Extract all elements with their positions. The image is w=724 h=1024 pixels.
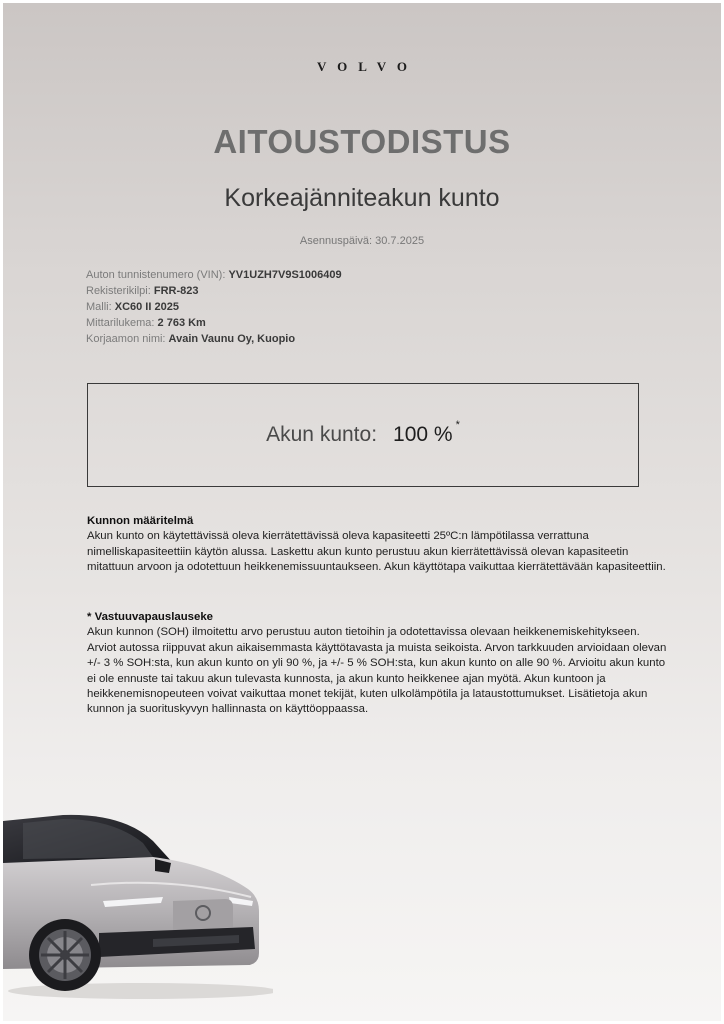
- vin-value: YV1UZH7V9S1006409: [228, 269, 342, 281]
- workshop-label: Korjaamon nimi:: [86, 333, 166, 345]
- definition-heading: Kunnon määritelmä: [87, 515, 194, 527]
- install-date: Asennuspäivä: 30.7.2025: [299, 235, 425, 247]
- vin-label: Auton tunnistenumero (VIN):: [86, 269, 226, 281]
- battery-health-percent: 100 %: [393, 423, 453, 446]
- car-image: [3, 793, 273, 1003]
- certificate-page: [3, 3, 721, 1021]
- vehicle-details: [86, 267, 342, 347]
- definition-body: Akun kunto on käytettävissä oleva kierrätettävissä oleva kapasiteetti 25ºC:n lämpötilassa verrattuna nimelliskapasiteettiin käytön alussa. Laskettu akun kunto perustuu akun kierrätettävissä olevan kapasiteetin mitattuun arvoon ja odotettuun heikkenemissuuntaukseen. Akun käyttötapa vaikuttaa kierrätettävään kapasiteettiin.: [87, 530, 666, 574]
- page-title: AITOUSTODISTUS: [213, 123, 511, 160]
- battery-health-box: [87, 383, 639, 487]
- model-label: Malli:: [86, 301, 112, 313]
- workshop-row: [86, 331, 342, 347]
- disclaimer-body: Akun kunnon (SOH) ilmoitettu arvo perustuu auton tietoihin ja odotettavissa olevaan heikkenemiskehitykseen. Arviot autossa riippuvat akun aikaisemmasta käyttötavasta ja muista seikoista. Arvon tarkkuuden arvioidaan olevan +/- 3 % SOH:sta, kun akun kunto on yli 90 %, ja +/- 5 % SOH:sta, kun akun kunto on alle 90 %. Arvioitu akun kunto ei ole ennuste tai takuu akun tulevasta kunnosta, ja akun kunto heikkenee ajan myötä. Akun kuntoon ja heikkenemisnopeuteen voivat vaikuttaa monet tekijät, kuten ulkolämpötila ja lataustottumukset. Lisätietoja akun kunnon ja suorituskyvyn hallinnasta on käyttöoppaassa.: [87, 626, 667, 716]
- model-row: [86, 299, 342, 315]
- definition-section: [87, 514, 667, 576]
- battery-health-label: Akun kunto:: [266, 423, 378, 446]
- disclaimer-heading: * Vastuuvapauslauseke: [87, 611, 213, 623]
- model-value: XC60 II 2025: [114, 301, 179, 313]
- odometer-label: Mittarilukema:: [86, 317, 155, 329]
- volvo-logo: VOLVO: [317, 59, 418, 74]
- odometer-row: [86, 315, 342, 331]
- plate-value: FRR-823: [153, 285, 199, 297]
- page-subtitle: Korkeajänniteakun kunto: [224, 184, 500, 212]
- vin-row: [86, 267, 342, 283]
- workshop-value: Avain Vaunu Oy, Kuopio: [168, 333, 296, 345]
- plate-row: [86, 283, 342, 299]
- odometer-value: 2 763 Km: [157, 317, 206, 329]
- plate-label: Rekisterikilpi:: [86, 285, 151, 297]
- battery-health-value: [393, 419, 460, 447]
- disclaimer-section: [87, 610, 667, 718]
- footnote-mark: *: [455, 419, 460, 431]
